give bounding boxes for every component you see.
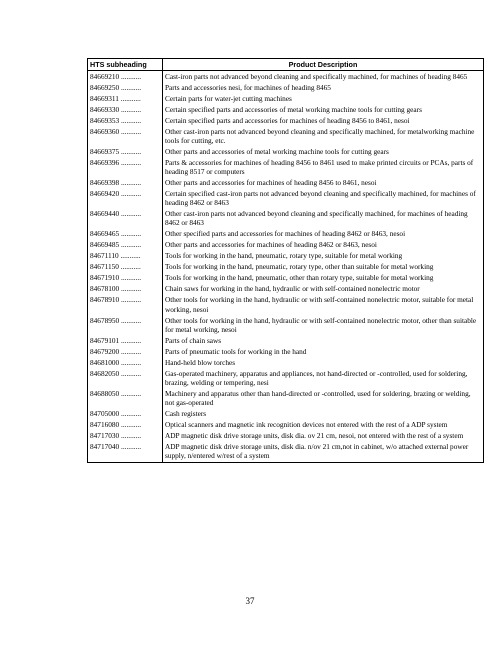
table-row [88,188,484,208]
hts-code-cell: 84716080 ........... [88,419,163,430]
hts-code-cell: 84705000 ........... [88,408,163,419]
product-description-cell: Other parts and accessories for machines of heading 8462 or 8463, nesoi [163,240,484,251]
hts-code-cell: 84678910 ........... [88,295,163,315]
hts-code-cell: 84671110 ........... [88,251,163,262]
table-row [88,346,484,357]
table-row [88,240,484,251]
hts-code-cell: 84669485 ........... [88,240,163,251]
table-row [88,284,484,295]
hts-code-cell: 84669465 ........... [88,229,163,240]
product-description-cell: Tools for working in the hand, pneumatic, rotary type, suitable for metal working [163,251,484,262]
product-description-cell: Parts of chain saws [163,335,484,346]
table-header-row [88,59,484,71]
table-row [88,126,484,146]
hts-code-cell: 84669360 ........... [88,126,163,146]
table-row [88,408,484,419]
hts-code-cell: 84671910 ........... [88,273,163,284]
hts-code-cell: 84678950 ........... [88,315,163,335]
table-row [88,388,484,408]
hts-code-cell: 84688050 ........... [88,388,163,408]
hts-code-cell: 84669440 ........... [88,209,163,229]
table-body [88,71,484,462]
product-description-cell: Tools for working in the hand, pneumatic, rotary type, other than suitable for metal working [163,262,484,273]
product-description-cell: Chain saws for working in the hand, hydraulic or with self-contained nonelectric motor [163,284,484,295]
product-description-cell: ADP magnetic disk drive storage units, disk dia. n/ov 21 cm,not in cabinet, w/o attached external power supply, n/entered w/rest of a system [163,441,484,462]
hts-code-cell: 84681000 ........... [88,357,163,368]
product-description-cell: Cast-iron parts not advanced beyond cleaning and specifically machined, for machines of heading 8465 [163,71,484,82]
table-row [88,177,484,188]
product-description-cell: Other parts and accessories for machines of heading 8456 to 8461, nesoi [163,177,484,188]
product-description-cell: Hand-held blow torches [163,357,484,368]
table-row [88,315,484,335]
table-row [88,419,484,430]
product-description-cell: Other tools for working in the hand, hydraulic or with self-contained nonelectric motor, other than suitable for metal working, nesoi [163,315,484,335]
hts-table [87,58,484,463]
column-header-hts-subheading: HTS subheading [88,59,163,71]
table-row [88,441,484,462]
table-row [88,430,484,441]
table-row [88,262,484,273]
hts-code-cell: 84679200 ........... [88,346,163,357]
page-number: 37 [245,596,255,606]
table-row [88,229,484,240]
product-description-cell: Other tools for working in the hand, hydraulic or with self-contained nonelectric motor, suitable for metal working, nesoi [163,295,484,315]
product-description-cell: Tools for working in the hand, pneumatic, other than rotary type, suitable for metal working [163,273,484,284]
hts-code-cell: 84717040 ........... [88,441,163,462]
table-row [88,82,484,93]
product-description-cell: Other cast-iron parts not advanced beyond cleaning and specifically machined, for machines of heading 8462 or 8463 [163,209,484,229]
hts-code-cell: 84669396 ........... [88,157,163,177]
hts-code-cell: 84669250 ........... [88,82,163,93]
table-row [88,368,484,388]
product-description-cell: Other specified parts and accessories for machines of heading 8462 or 8463, nesoi [163,229,484,240]
product-description-cell: Parts and accessories nesi, for machines of heading 8465 [163,82,484,93]
product-description-cell: Certain specified cast-iron parts not advanced beyond cleaning and specifically machined, for machines of heading 8462 or 8463 [163,188,484,208]
product-description-cell: Cash registers [163,408,484,419]
table-row [88,335,484,346]
hts-code-cell: 84679101 ........... [88,335,163,346]
table-row [88,115,484,126]
column-header-product-description: Product Description [163,59,484,71]
table-row [88,71,484,82]
hts-code-cell: 84669375 ........... [88,146,163,157]
product-description-cell: Certain specified parts and accessories for machines of heading 8456 to 8461, nesoi [163,115,484,126]
table-row [88,295,484,315]
product-description-cell: Gas-operated machinery, apparatus and appliances, not hand-directed or -controlled, used for soldering, brazing, welding or tempering, nesi [163,368,484,388]
product-description-cell: Optical scanners and magnetic ink recognition devices not entered with the rest of a ADP system [163,419,484,430]
product-description-cell: Machinery and apparatus other than hand-directed or -controlled, used for soldering, brazing or welding, not gas-operated [163,388,484,408]
product-description-cell: Parts & accessories for machines of heading 8456 to 8461 used to make printed circuits or PCAs, parts of heading 8517 or computers [163,157,484,177]
product-description-cell: ADP magnetic disk drive storage units, disk dia. ov 21 cm, nesoi, not entered with the rest of a system [163,430,484,441]
product-description-cell: Other cast-iron parts not advanced beyond cleaning and specifically machined, for metalworking machine tools for cutting, etc. [163,126,484,146]
table-row [88,357,484,368]
hts-code-cell: 84669311 ........... [88,93,163,104]
product-description-cell: Parts of pneumatic tools for working in the hand [163,346,484,357]
table-row [88,104,484,115]
hts-code-cell: 84669398 ........... [88,177,163,188]
product-description-cell: Certain specified parts and accessories of metal working machine tools for cutting gears [163,104,484,115]
hts-code-cell: 84671150 ........... [88,262,163,273]
table-row [88,146,484,157]
hts-code-cell: 84678100 ........... [88,284,163,295]
table-row [88,157,484,177]
product-description-cell: Certain parts for water-jet cutting machines [163,93,484,104]
table-row [88,251,484,262]
hts-code-cell: 84682050 ........... [88,368,163,388]
table-row [88,209,484,229]
hts-code-cell: 84717030 ........... [88,430,163,441]
product-description-cell: Other parts and accessories of metal working machine tools for cutting gears [163,146,484,157]
hts-code-cell: 84669210 ........... [88,71,163,82]
table-row [88,93,484,104]
hts-code-cell: 84669353 ........... [88,115,163,126]
hts-code-cell: 84669330 ........... [88,104,163,115]
table-row [88,273,484,284]
hts-code-cell: 84669420 ........... [88,188,163,208]
